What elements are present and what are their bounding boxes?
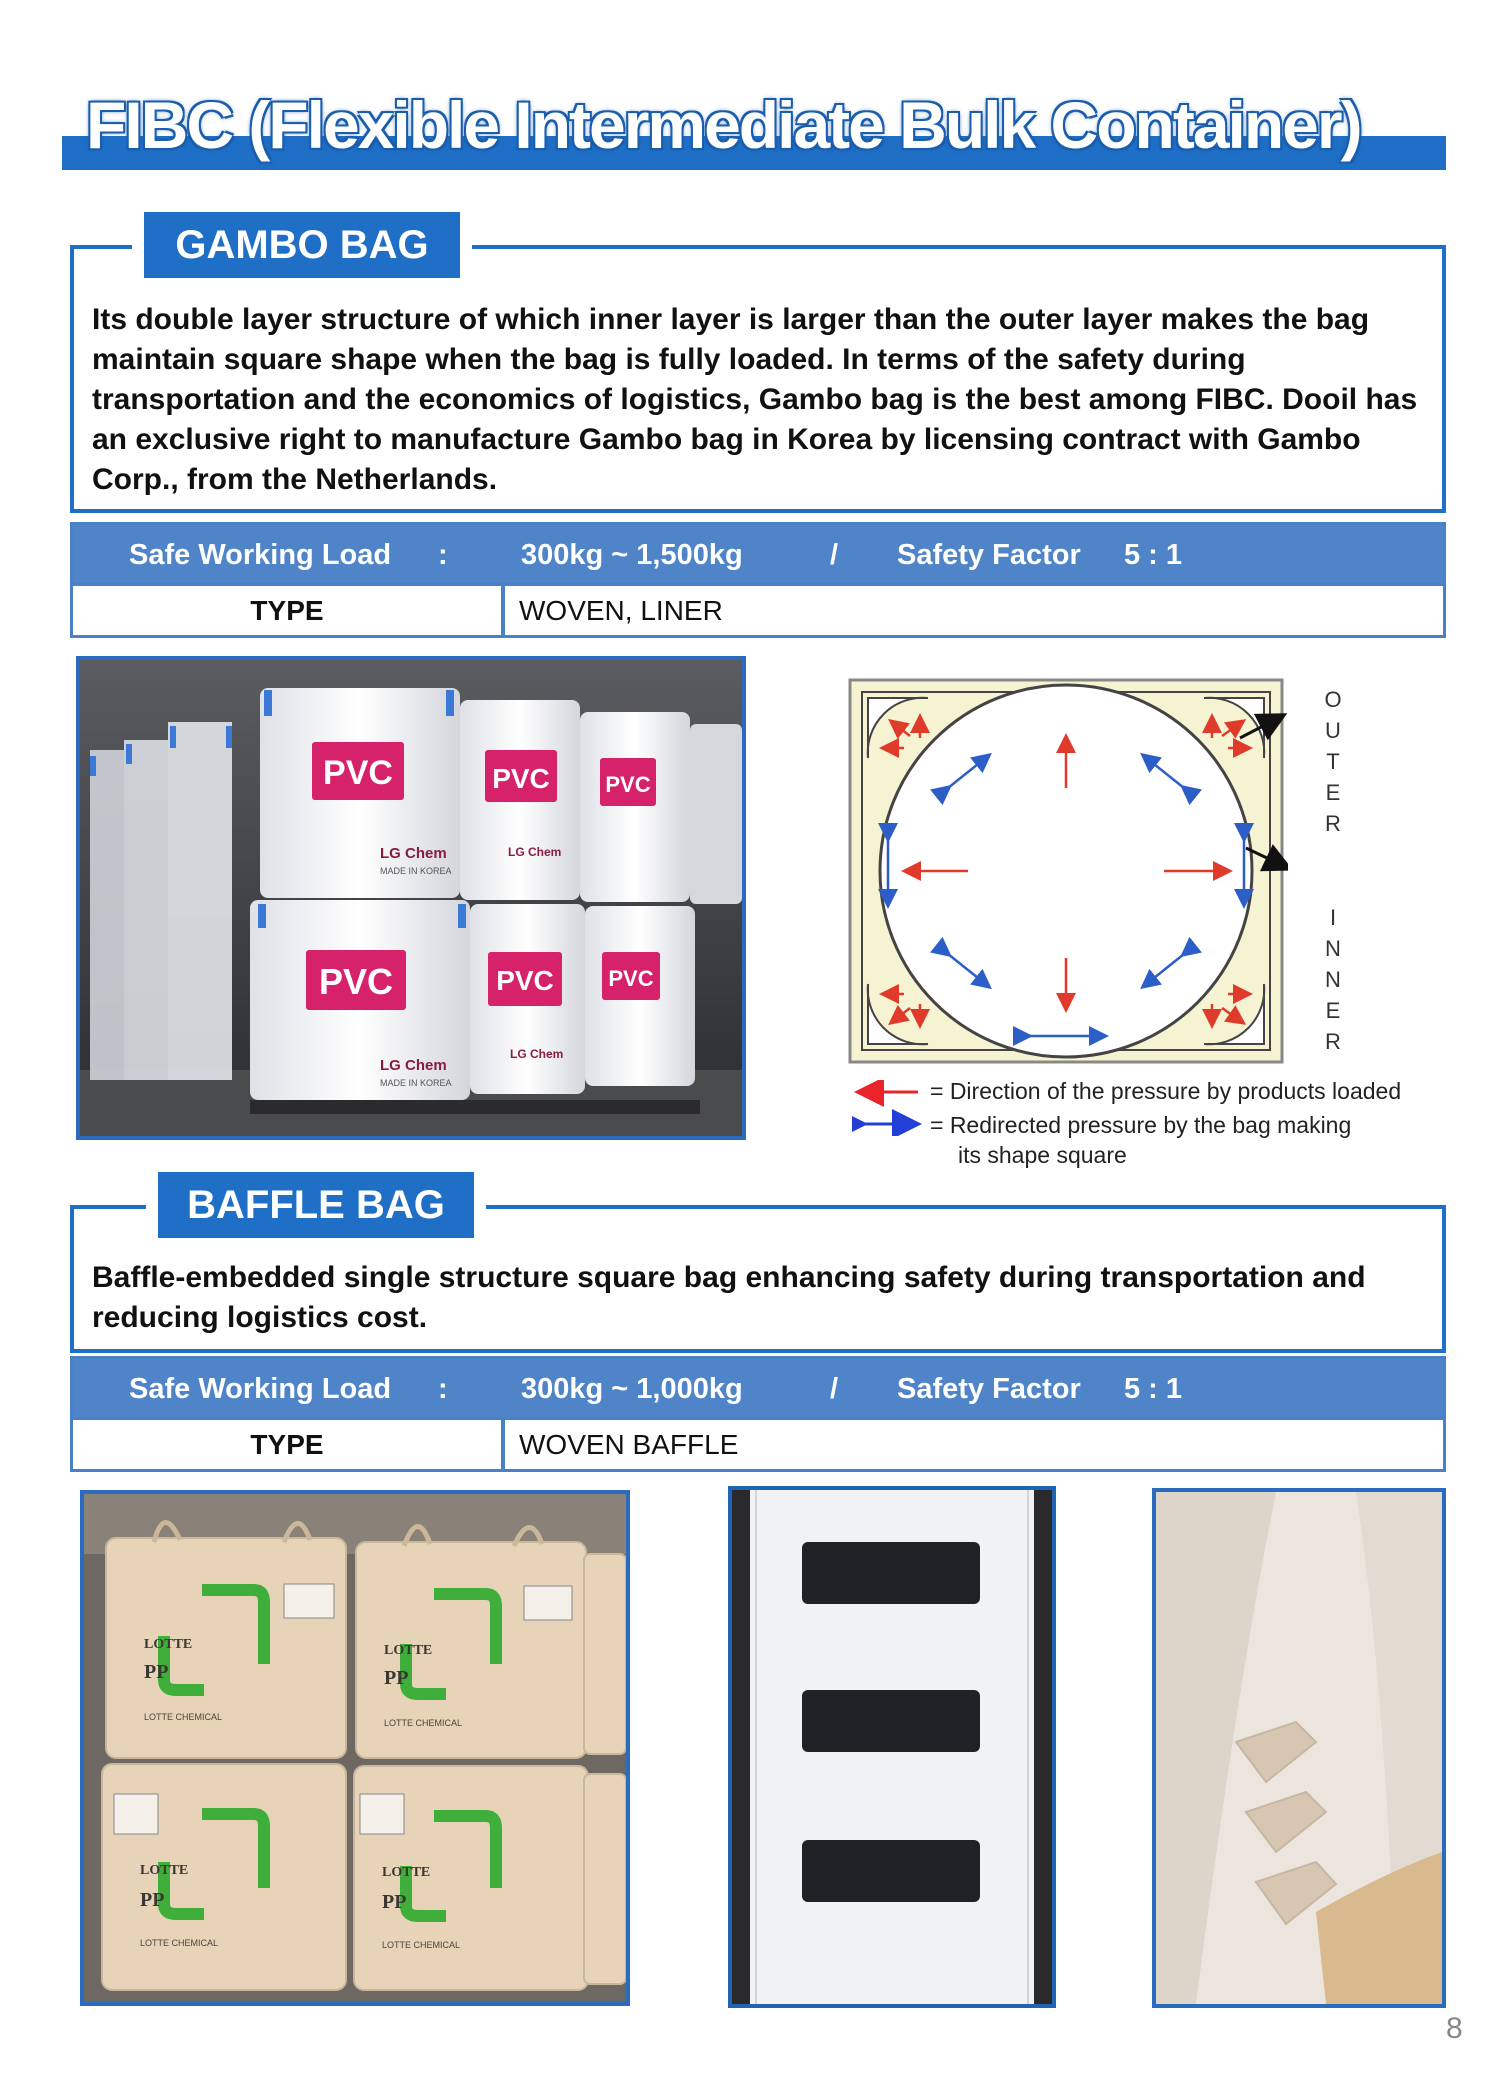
baffle-spec-table [70, 1356, 1446, 1472]
gambo-type-label: TYPE [73, 586, 505, 635]
baffle-bags-photo [80, 1490, 630, 2006]
inner-letter: E [1325, 998, 1341, 1023]
gambo-colon: : [438, 539, 448, 571]
baffle-cutout-2 [802, 1690, 980, 1752]
gambo-spec-header [73, 525, 1443, 583]
gambo-bags-photo [76, 656, 746, 1140]
page-title: FIBC (Flexible Intermediate Bulk Container) [86, 88, 1361, 162]
lotte-chemical-1: LOTTE CHEMICAL [144, 1712, 223, 1722]
lgchem-brand-3: LG Chem [508, 845, 562, 859]
gambo-type-value: WOVEN, LINER [519, 594, 723, 626]
made-in-korea-2: MADE IN KOREA [380, 1078, 452, 1088]
outer-letter: O [1324, 687, 1342, 712]
baffle-slash: / [830, 1373, 839, 1405]
baffle-spec-header [73, 1359, 1443, 1417]
outer-letter: U [1325, 718, 1341, 743]
lotte-brand-1: LOTTE [144, 1637, 193, 1652]
baffle-cutout-1 [802, 1542, 980, 1604]
lotte-chemical-4: LOTTE CHEMICAL [382, 1940, 461, 1950]
lgchem-brand-1: LG Chem [380, 845, 447, 862]
pvc-label-1: PVC [323, 754, 393, 792]
baffle-inside-illustration [1156, 1492, 1442, 2004]
baffle-type-label: TYPE [73, 1420, 505, 1469]
gambo-type-row [73, 583, 1443, 635]
inner-label [1321, 902, 1345, 1057]
lotte-chemical-2: LOTTE CHEMICAL [384, 1718, 463, 1728]
baffle-heading: BAFFLE BAG [146, 1172, 486, 1238]
pp-label-4: PP [382, 1891, 407, 1913]
gambo-description: Its double layer structure of which inner layer is larger than the outer layer makes the bag maintain square shape when the bag is fully loaded. In terms of the safety during transportation and the economics of logistics, Gambo bag is the best among FIBC. Dooil has an exclusive right to manufacture Gambo bag in Korea by licensing contract with Gambo Corp., from the Netherlands. [92, 303, 1418, 496]
made-in-korea-1: MADE IN KOREA [380, 866, 452, 876]
lotte-bags-illustration [84, 1494, 626, 2002]
gambo-swl-value: 300kg ~ 1,500kg [521, 539, 743, 571]
outer-letter: R [1325, 811, 1341, 836]
inner-letter: N [1325, 967, 1341, 992]
gambo-heading: GAMBO BAG [132, 212, 472, 278]
baffle-description: Baffle-embedded single structure square bag enhancing safety during transportation and reducing logistics cost. [92, 1261, 1366, 1334]
legend-blue-text-1: = Redirected pressure by the bag making [930, 1112, 1352, 1138]
gambo-spec-table [70, 522, 1446, 638]
lotte-brand-3: LOTTE [140, 1863, 189, 1878]
inner-letter: I [1329, 905, 1337, 930]
legend-red-text: = Direction of the pressure by products loaded [930, 1078, 1402, 1104]
baffle-panel-illustration [732, 1490, 1052, 2004]
baffle-cutout-3 [802, 1840, 980, 1902]
pressure-diagram-svg [848, 678, 1288, 1064]
pvc-label-2: PVC [492, 763, 550, 794]
baffle-type-row [73, 1417, 1443, 1469]
pvc-label-5: PVC [496, 965, 554, 996]
baffle-sf-value: 5 : 1 [1124, 1373, 1183, 1405]
gambo-sf-value: 5 : 1 [1124, 539, 1183, 571]
pvc-bags-illustration [80, 660, 742, 1136]
lgchem-brand-2: LG Chem [380, 1057, 447, 1074]
outer-letter: T [1326, 749, 1340, 774]
gambo-swl-label: Safe Working Load [129, 539, 392, 571]
page-number: 8 [1446, 2012, 1463, 2045]
lotte-brand-2: LOTTE [384, 1643, 433, 1658]
gambo-slash: / [830, 539, 839, 571]
lgchem-brand-4: LG Chem [510, 1047, 564, 1061]
outer-label [1321, 684, 1345, 839]
inner-letter: N [1325, 936, 1341, 961]
baffle-swl-value: 300kg ~ 1,000kg [521, 1373, 743, 1405]
pvc-label-6: PVC [608, 966, 654, 991]
gambo-pressure-diagram [848, 678, 1288, 1064]
pvc-label-3: PVC [605, 772, 651, 797]
pp-label-1: PP [144, 1661, 169, 1683]
pp-label-2: PP [384, 1667, 409, 1689]
baffle-colon: : [438, 1373, 448, 1405]
gambo-sf-label: Safety Factor [897, 539, 1081, 571]
baffle-inside-photo [1152, 1488, 1446, 2008]
outer-letter: E [1325, 780, 1341, 805]
baffle-swl-label: Safe Working Load [129, 1373, 392, 1405]
baffle-panel-photo [728, 1486, 1056, 2008]
pp-label-3: PP [140, 1889, 165, 1911]
inner-letter: R [1325, 1029, 1341, 1054]
pvc-label-4: PVC [318, 961, 394, 1002]
legend-arrows [852, 1080, 924, 1136]
lotte-brand-4: LOTTE [382, 1865, 431, 1880]
legend-blue-text-2: its shape square [958, 1142, 1127, 1168]
baffle-sf-label: Safety Factor [897, 1373, 1081, 1405]
lotte-chemical-3: LOTTE CHEMICAL [140, 1938, 219, 1948]
baffle-type-value: WOVEN BAFFLE [519, 1428, 739, 1460]
